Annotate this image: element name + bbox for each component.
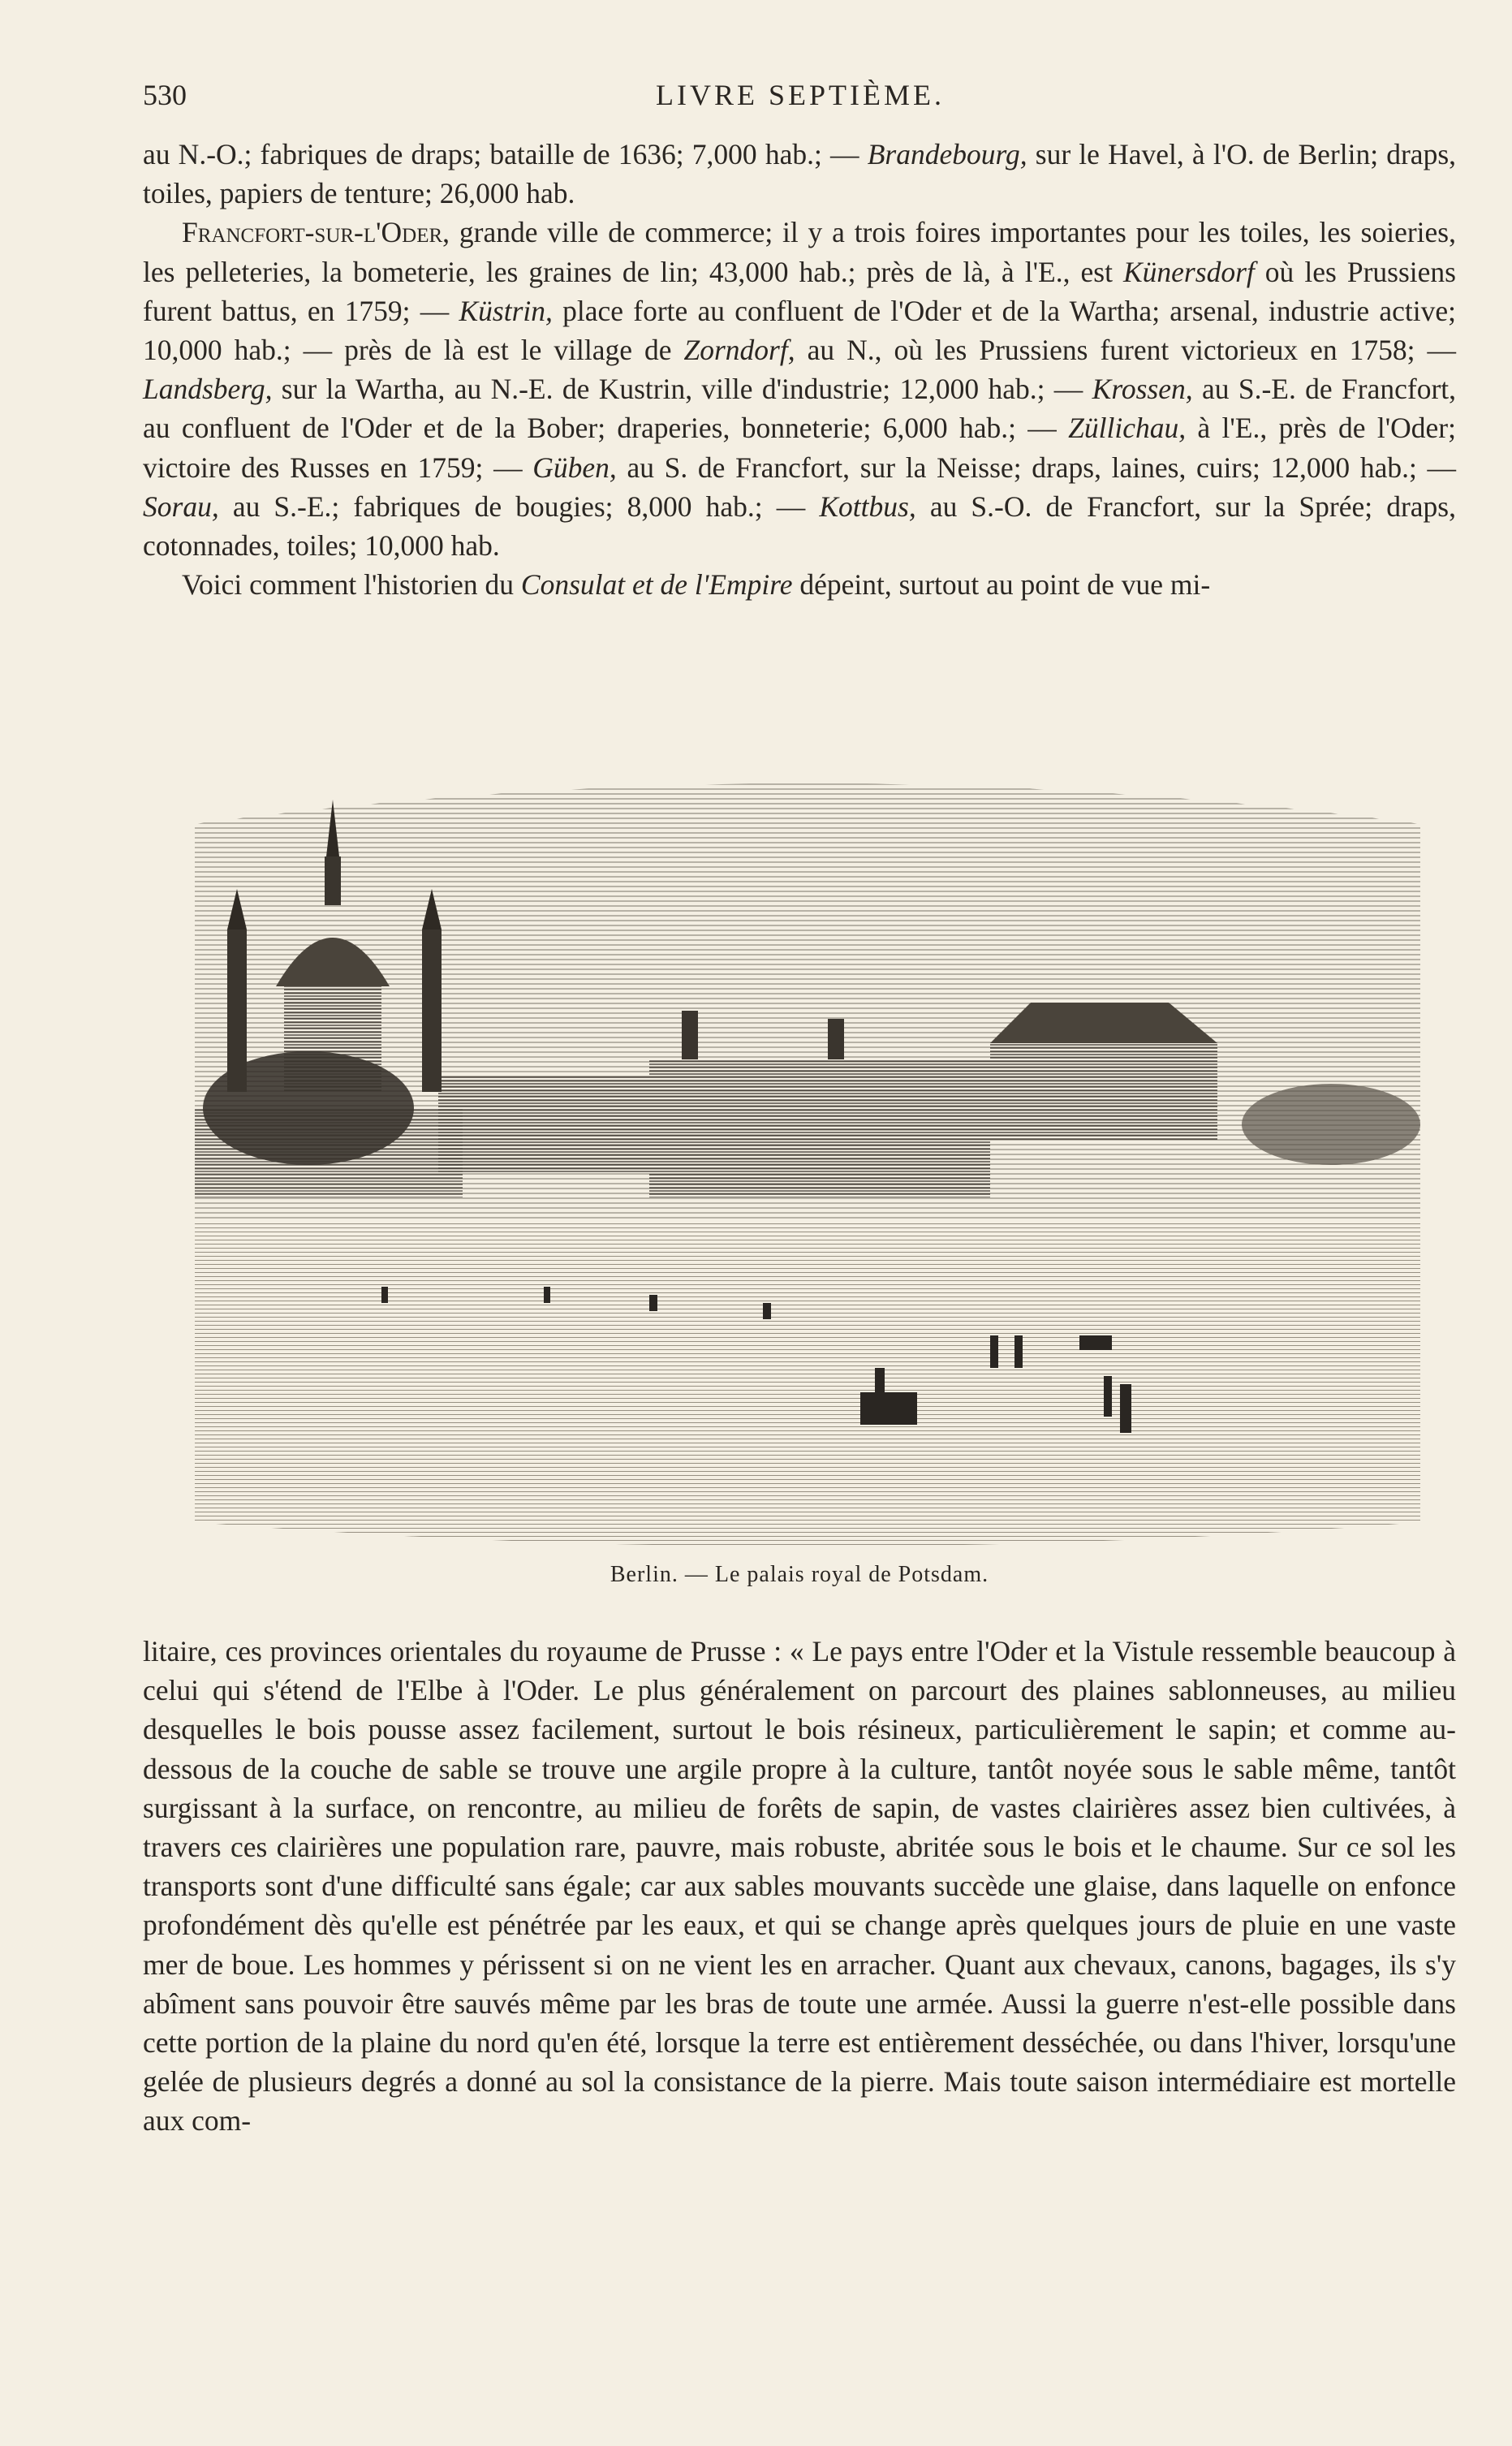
potsdam-palace-engraving (195, 767, 1420, 1553)
text-run: au N.-O.; fabriques de draps; bataille de 1636; 7,000 hab.; — (143, 138, 868, 170)
place-name: Künersdorf (1123, 255, 1255, 288)
page-header (143, 78, 1458, 119)
text-run: à l'E., près de l'Oder; victoire des Russes en 1759; — (143, 412, 1456, 484)
place-heading: Francfort-sur-l'Oder, (182, 216, 450, 249)
figure-caption: Berlin. — Le palais royal de Potsdam. (610, 1562, 989, 1587)
place-name: Küstrin, (459, 294, 553, 327)
place-name: Kottbus, (819, 490, 916, 523)
text-run: au S. de Francfort, sur la Neisse; draps, laines, cuirs; 12,000 hab.; — (616, 451, 1456, 484)
parade-ground (195, 1222, 1420, 1547)
text-run: au S.-O. de Francfort, sur la Sprée; draps, cotonnades, toiles; 10,000 hab. (143, 490, 1456, 563)
text-run: place forte au confluent de l'Oder et de la Wartha; arsenal, industrie active; 10,000 hab.; — près de là est le village de (143, 294, 1457, 367)
place-name: Landsberg, (143, 373, 273, 406)
top-text-block (143, 135, 1456, 604)
place-name: Zorndorf, (683, 334, 795, 367)
page-number: 530 (143, 79, 187, 111)
place-name: Brandebourg, (867, 138, 1027, 170)
text-run: dépeint, surtout au point de vue mi- (792, 568, 1211, 602)
place-name: Züllichau, (1068, 412, 1187, 445)
bottom-text-block (143, 1632, 1456, 2141)
text-run: sur le Havel, à l'O. de Berlin; draps, toiles, papiers de tenture; 26,000 hab. (143, 138, 1457, 210)
text-run: au S.-E.; fabriques de bougies; 8,000 hab.; — (218, 490, 820, 523)
paragraph-consulat (143, 565, 1456, 604)
place-name: Krossen, (1092, 373, 1193, 406)
paragraph-francfort (143, 213, 1456, 565)
book-title: Consulat et de l'Empire (520, 568, 793, 602)
colonnade (195, 1108, 463, 1197)
text-run: grande ville de commerce; il y a trois foires importantes pour les toiles, les soieries, les pelleteries, la bometerie, les graines de lin; 43,000 hab.; près de là, à l'E., est (143, 216, 1456, 288)
text-run: au N., où les Prussiens furent victorieux en 1758; — (795, 334, 1456, 367)
running-head: LIVRE SEPTIÈME. (656, 79, 945, 111)
paragraph-brandebourg (143, 135, 1456, 213)
text-run: Voici comment l'historien du (182, 568, 521, 602)
text-run: au S.-E. de Francfort, au confluent de l'Oder et de la Bober; draperies, bonneterie; 6,000 hab.; — (143, 373, 1456, 445)
paragraph-quotation: litaire, ces provinces orientales du royaume de Prusse : « Le pays entre l'Oder et la Vistule ressemble beaucoup à celui qui s'étend de l'Elbe à l'Oder. Le plus généralement on parcourt des plaines sablonneuses, au milieu desquelles le bois pousse assez facilement, surtout le bois résineux, particulièrement le sapin; et comme au-dessous de la couche de sable se trouve une argile propre à la culture, tantôt noyée sous le sable même, tantôt surgissant à la surface, on rencontre, au milieu de forêts de sapin, de vastes clairières assez bien cultivées, à travers ces clairières une population rare, pauvre, mais robuste, abritée sous le bois et le chaume. Sur ce sol les transports sont d'une difficulté sans égale; car aux sables mouvants succède une glaise, dans laquelle on enfonce profondément dès qu'elle est pénétrée par les eaux, et qui se change après quelques jours de pluie en une vaste mer de boue. Les hommes y périssent si on ne vient les en arracher. Quant aux chevaux, canons, bagages, ils s'y abîment sans pouvoir être sauvés même par les bras de toute une armée. Aussi la guerre n'est-elle possible dans cette portion de la plaine du nord qu'en été, lorsque la terre est entièrement desséchée, ou dans l'hiver, lorsqu'une gelée de plusieurs degrés a donné au sol la consistance de la pierre. Mais toute saison intermédiaire est mortelle aux com- (143, 1635, 1456, 2138)
place-name: Güben, (532, 451, 617, 484)
place-name: Sorau, (143, 490, 219, 523)
text-run: où les Prussiens furent battus, en 1759; — (143, 255, 1456, 327)
trees (1242, 1084, 1420, 1165)
text-run: sur la Wartha, au N.-E. de Kustrin, ville d'industrie; 12,000 hab.; — (272, 373, 1092, 406)
